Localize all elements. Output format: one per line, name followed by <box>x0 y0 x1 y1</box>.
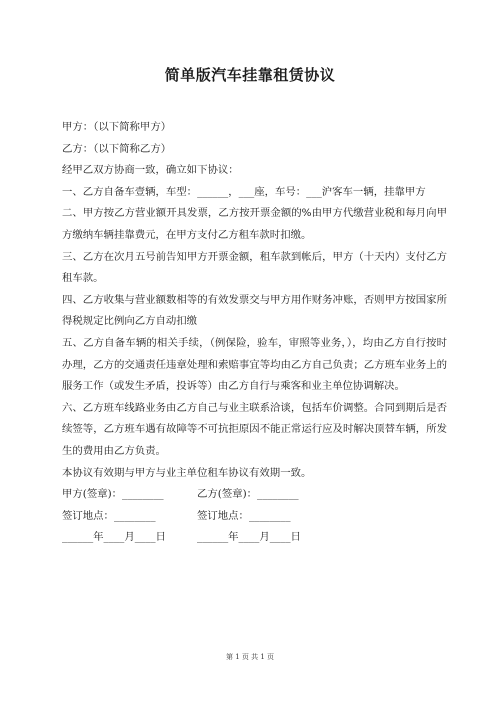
date-row <box>62 527 447 549</box>
clause-6: 六、乙方班车线路业务由乙方自己与业主联系洽谈，包括车价调整。合同到期后是否续签等，乙方班车遇有故障等不可抗拒原因不能正常运行应及时解决顶替车辆，所发生的费用由乙方负责。 <box>62 401 447 457</box>
validity-line: 本协议有效期与甲方与业主单位租车协议有效期一致。 <box>62 466 312 479</box>
party-b-line: 乙方：（以下简称乙方） <box>62 142 172 155</box>
intro-line: 经甲乙双方协商一致，确立如下协议： <box>62 164 239 177</box>
clause-5: 五、乙方自备车辆的相关手续，（例保险，验车，审照等业务，），均由乙方自行按时办理，乙方的交通责任违章处理和索赔事宜等均由乙方自己负责；乙方班车业务上的服务工作（或发生矛盾，投诉等）由乙方自行与乘客和业主单位协调解决。 <box>62 336 447 393</box>
document-title: 简单版汽车挂靠租赁协议 <box>164 66 336 84</box>
party-b-date: ______年____月____日 <box>197 531 301 544</box>
party-a-place: 签订地点：________ <box>62 509 156 522</box>
party-b-place: 签订地点：________ <box>197 509 291 522</box>
clause-2: 二、甲方按乙方营业额开具发票，乙方按开票金额的%由甲方代缴营业税和每月向甲方缴纳车辆挂靠费元，在甲方支付乙方租车款时扣缴。 <box>62 207 447 241</box>
clause-4: 四、乙方收集与营业额数相等的有效发票交与甲方用作财务冲账，否则甲方按国家所得税规定比例向乙方自动扣缴 <box>62 293 447 328</box>
party-a-line: 甲方：（以下简称甲方） <box>62 121 172 133</box>
party-a-date: ______年____月____日 <box>62 531 166 544</box>
document-body <box>62 117 447 549</box>
clause-3: 三、乙方在次月五号前告知甲方开票金额，租车款到帐后，甲方（十天内）支付乙方租车款。 <box>62 250 447 285</box>
party-b-seal: 乙方(签章)：________ <box>197 488 299 501</box>
clause-1: 一、乙方自备车壹辆，车型：______，___座，车号：___沪客车一辆，挂靠甲方 <box>62 185 426 198</box>
page-footer: 第 1 页 共 1 页 <box>225 653 275 661</box>
party-a-seal: 甲方(签章)：________ <box>62 488 164 501</box>
place-row <box>62 506 447 528</box>
seal-row <box>62 484 447 506</box>
